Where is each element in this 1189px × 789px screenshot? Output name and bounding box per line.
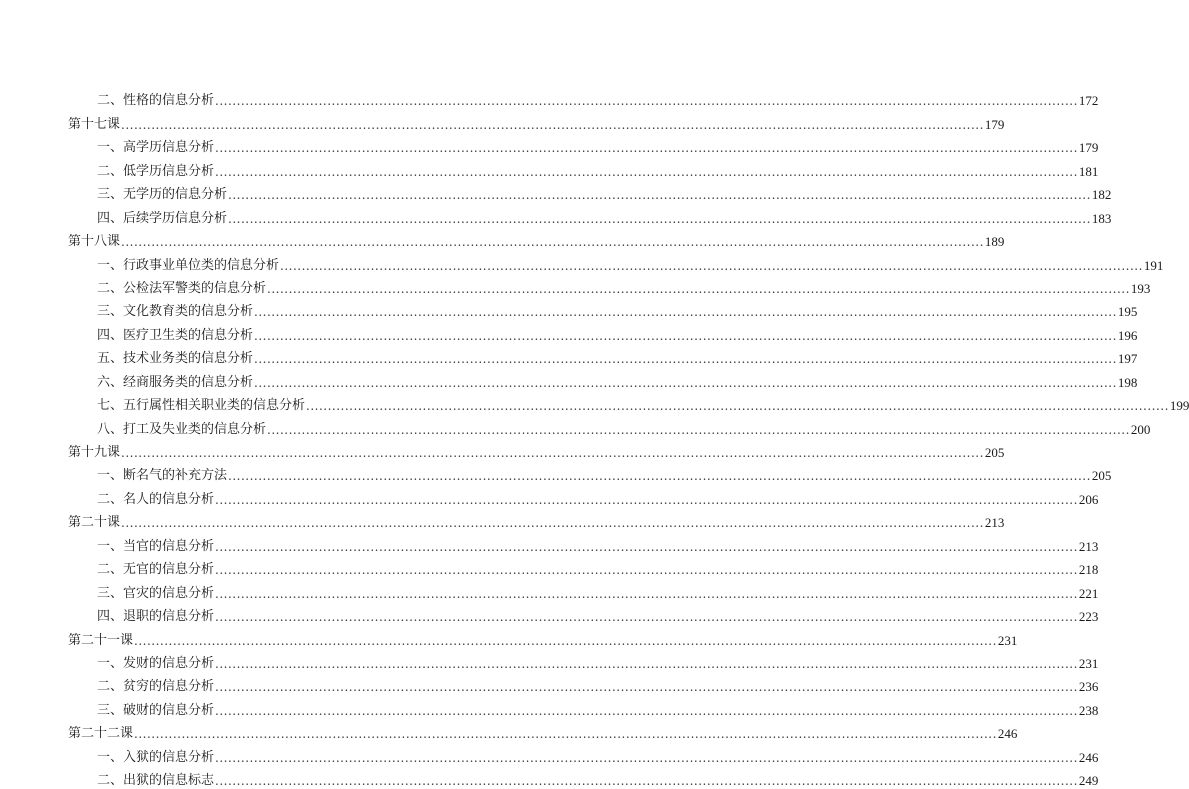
toc-entry-title: 第二十二课 [68,726,134,742]
toc-page-number: 236 [1078,679,1099,695]
toc-lesson-entry [0,508,1005,531]
toc-page-number: 231 [1078,655,1099,671]
dot-leader: ........................................................................................................................................................................................................ [121,235,984,250]
dot-leader: ........................................................................................................................................................................................................ [228,469,1091,484]
toc-page-number: 172 [1078,93,1099,109]
toc-entry-title: 一、入狱的信息分析 [97,749,215,765]
dot-leader: ........................................................................................................................................................................................................ [121,446,984,460]
toc-page-number: 218 [1078,562,1099,578]
dot-leader: ........................................................................................................................................................................................................ [254,375,1117,390]
toc-page-number: 249 [1078,773,1099,789]
toc-entry-title: 二、贫穷的信息分析 [97,679,215,695]
toc-section-entry [0,414,1151,437]
toc-entry-title: 四、后续学历信息分析 [97,210,228,226]
toc-section-entry [0,555,1099,578]
toc-section-entry [0,274,1151,297]
toc-page-number: 179 [1078,140,1099,156]
toc-entry-title: 第十八课 [68,234,121,250]
toc-section-entry [0,180,1112,203]
dot-leader: ........................................................................................................................................................................................................ [254,328,1117,343]
toc-entry-title: 三、无学历的信息分析 [97,187,228,203]
toc-page-number: 198 [1117,374,1138,390]
toc-entry-title: 六、经商服务类的信息分析 [97,374,254,390]
dot-leader: ........................................................................................................................................................................................................ [254,305,1117,320]
dot-leader: ........................................................................................................................................................................................................ [215,586,1078,601]
toc-entry-title: 一、行政事业单位类的信息分析 [97,257,280,273]
toc-entry-title: 二、低学历信息分析 [97,163,215,179]
toc-page-number: 179 [984,116,1005,132]
toc-entry-title: 一、高学历信息分析 [97,140,215,156]
toc-page-number: 246 [997,726,1018,742]
toc-section-entry [0,578,1099,601]
toc-page-number: 193 [1130,280,1151,296]
toc-entry-title: 四、医疗卫生类的信息分析 [97,327,254,343]
toc-section-entry [0,367,1138,390]
toc-page-number: 181 [1078,163,1099,179]
toc-section-entry [0,133,1099,156]
toc-section-entry [0,250,1164,273]
toc-entry-title: 二、性格的信息分析 [97,93,215,109]
toc-page-number: 205 [1091,468,1112,484]
toc-lesson-entry [0,109,1005,132]
dot-leader: ........................................................................................................................................................................................................ [267,422,1130,437]
toc-entry-title: 三、官灾的信息分析 [97,585,215,601]
dot-leader: ........................................................................................................................................................................................................ [121,516,984,531]
toc-entry-title: 一、当官的信息分析 [97,538,215,554]
toc-section-entry [0,484,1099,507]
toc-page-number: 205 [984,445,1005,460]
dot-leader: ........................................................................................................................................................................................................ [215,750,1078,765]
toc-page-number: 231 [997,632,1018,648]
toc-section-entry [0,461,1112,484]
dot-leader: ........................................................................................................................................................................................................ [215,610,1078,625]
toc-page-number: 200 [1130,421,1151,437]
toc-section-entry [0,531,1099,554]
toc-entry-title: 第二十课 [68,515,121,531]
dot-leader: ........................................................................................................................................................................................................ [215,492,1078,507]
toc-entry-title: 第十七课 [68,116,121,132]
toc-section-entry [0,203,1112,226]
dot-leader: ........................................................................................................................................................................................................ [267,281,1130,296]
toc-entry-title: 三、破财的信息分析 [97,702,215,718]
toc-section-entry [0,391,1189,414]
dot-leader: ........................................................................................................................................................................................................ [280,258,1143,273]
dot-leader: ........................................................................................................................................................................................................ [254,352,1117,367]
dot-leader: ........................................................................................................................................................................................................ [121,117,984,132]
toc-lesson-entry [0,438,1005,461]
table-of-contents [0,86,1189,789]
toc-section-entry [0,602,1099,625]
toc-section-entry [0,320,1138,343]
dot-leader: ........................................................................................................................................................................................................ [215,539,1078,554]
toc-entry-title: 一、发财的信息分析 [97,655,215,671]
toc-page-number: 206 [1078,491,1099,507]
toc-section-entry [0,344,1138,367]
toc-page-number: 223 [1078,609,1099,625]
toc-entry-title: 三、文化教育类的信息分析 [97,304,254,320]
toc-section-entry [0,156,1099,179]
toc-entry-title: 一、断名气的补充方法 [97,468,228,484]
toc-entry-title: 七、五行属性相关职业类的信息分析 [97,398,306,414]
toc-section-entry [0,86,1099,109]
dot-leader: ........................................................................................................................................................................................................ [215,164,1078,179]
toc-page-number: 199 [1169,398,1189,414]
toc-page-number: 196 [1117,327,1138,343]
toc-page-number: 189 [984,234,1005,250]
dot-leader: ........................................................................................................................................................................................................ [228,188,1091,203]
toc-page-number: 191 [1143,257,1164,273]
dot-leader: ........................................................................................................................................................................................................ [215,656,1078,671]
toc-page-number: 221 [1078,585,1099,601]
dot-leader: ........................................................................................................................................................................................................ [215,141,1078,156]
toc-entry-title: 二、公检法军警类的信息分析 [97,280,267,296]
toc-entry-title: 八、打工及失业类的信息分析 [97,421,267,437]
dot-leader: ........................................................................................................................................................................................................ [134,633,997,648]
toc-page-number: 213 [984,515,1005,531]
toc-page-number: 195 [1117,304,1138,320]
toc-lesson-entry [0,719,1018,742]
dot-leader: ........................................................................................................................................................................................................ [215,703,1078,718]
toc-section-entry [0,297,1138,320]
toc-lesson-entry [0,227,1005,250]
dot-leader: ........................................................................................................................................................................................................ [215,680,1078,695]
toc-page-number: 182 [1091,187,1112,203]
dot-leader: ........................................................................................................................................................................................................ [306,399,1169,414]
toc-lesson-entry [0,625,1018,648]
dot-leader: ........................................................................................................................................................................................................ [215,774,1078,789]
toc-entry-title: 第二十一课 [68,632,134,648]
toc-section-entry [0,742,1099,765]
toc-page-number: 183 [1091,210,1112,226]
toc-entry-title: 第十九课 [68,445,121,460]
toc-entry-title: 四、退职的信息分析 [97,609,215,625]
dot-leader: ........................................................................................................................................................................................................ [215,94,1078,109]
toc-section-entry [0,672,1099,695]
toc-page-number: 238 [1078,702,1099,718]
toc-entry-title: 五、技术业务类的信息分析 [97,351,254,367]
dot-leader: ........................................................................................................................................................................................................ [134,727,997,742]
toc-page-number: 213 [1078,538,1099,554]
toc-page-number: 246 [1078,749,1099,765]
toc-entry-title: 二、出狱的信息标志 [97,773,215,789]
toc-page-number: 197 [1117,351,1138,367]
toc-entry-title: 二、名人的信息分析 [97,491,215,507]
dot-leader: ........................................................................................................................................................................................................ [228,211,1091,226]
toc-section-entry [0,649,1099,672]
dot-leader: ........................................................................................................................................................................................................ [215,563,1078,578]
toc-section-entry [0,766,1099,789]
toc-section-entry [0,695,1099,718]
toc-entry-title: 二、无官的信息分析 [97,562,215,578]
